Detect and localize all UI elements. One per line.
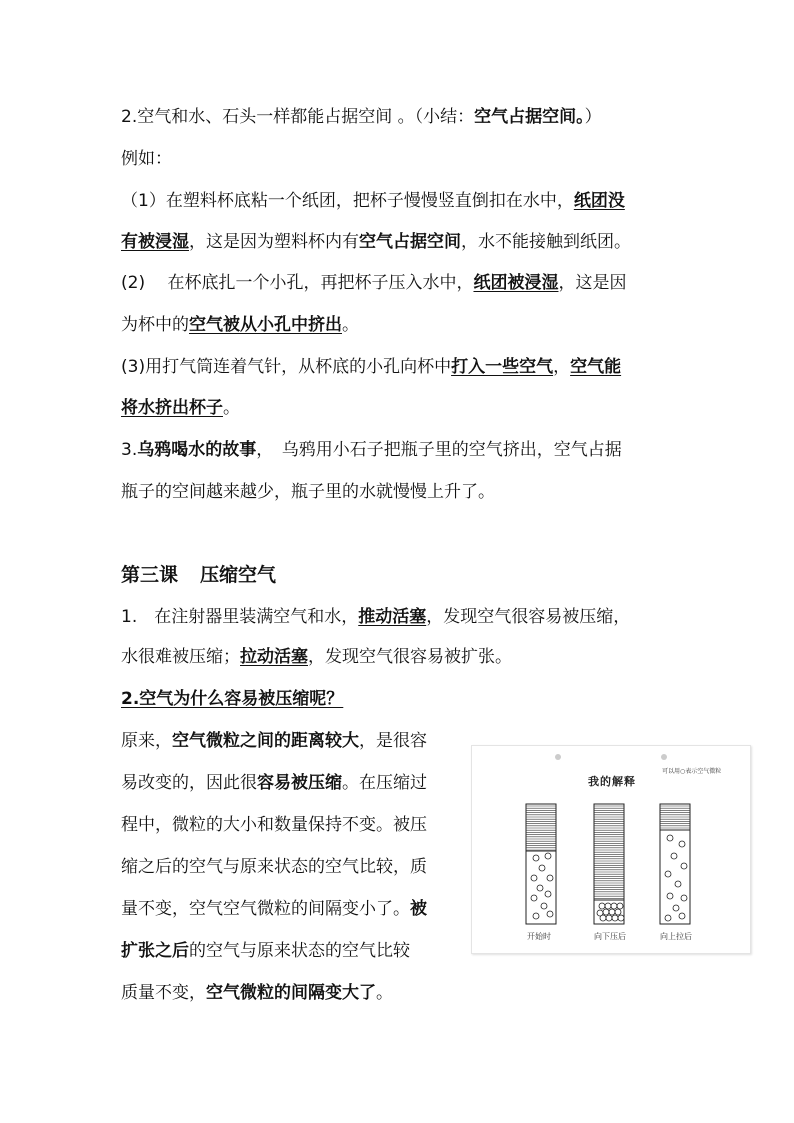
lesson3-p1-line2 [121,645,512,669]
text: ， 乌鸦用小石子把瓶子里的空气挤出，空气占据 [256,440,622,460]
bold-text: 被 [410,899,427,919]
text: 为杯中的 [121,315,189,335]
bold-text: 空气微粒之间的距离较大 [172,731,359,751]
tube-start [526,804,556,924]
point3-line1 [121,438,622,462]
underlined-bold: 拉动活塞 [240,647,308,667]
underlined-bold: 空气被从小孔中挤出 [189,315,342,335]
bold-text: 空气占据空间 [359,232,461,252]
text: ，发现空气很容易被扩张。 [308,647,512,667]
tube-pulled [660,804,690,924]
label-pull: 向上拉后 [660,932,692,941]
text: 的空气与原来状态的空气比较 [189,941,410,961]
answer-line7 [121,981,393,1005]
figure-title: 我的解释 [588,775,636,788]
example1-line2 [121,230,631,254]
tube-pushed [594,804,624,924]
lesson-name: 压缩空气 [200,564,277,586]
example3-line2 [121,396,240,420]
figure-note: 可以用○表示空气微粒 [662,768,722,775]
text: ，水不能接触到纸团。 [461,232,631,252]
underlined-bold: 空气能 [570,357,622,377]
summary-bold: 空气占据空间。 [474,107,585,127]
text: 瓶子的空间越来越少，瓶子里的水就慢慢上升了。 [121,482,495,502]
item-number: 3. [121,440,138,460]
text: 量不变，空气空气微粒的间隔变小了。 [121,899,410,919]
label-start: 开始时 [527,932,551,941]
text: ） [584,107,602,127]
text: 。 [342,315,359,335]
section2-line1 [121,105,602,129]
text: 。 [223,398,240,418]
example3-line1 [121,355,621,379]
text: 。在压缩过 [342,773,427,793]
example2-line1 [121,271,626,295]
answer-line3 [121,813,427,837]
text: (2) 在杯底扎一个小孔，再把杯子压入水中， [121,273,474,293]
text: 易改变的，因此很 [121,773,257,793]
pin-icon [555,754,561,760]
text: ，这是因 [558,273,627,293]
point3-line2 [121,480,495,504]
bold-text: 空气微粒的间隔变大了 [206,983,376,1003]
example1-line1 [121,189,625,213]
text: ，这是因为塑料杯内有 [189,232,359,252]
answer-line4 [121,855,427,879]
air-compression-illustration [471,745,751,954]
pin-icon [661,754,667,760]
text: ，是很容 [359,731,427,751]
lesson-number: 第三课 [121,564,179,586]
underlined-bold: 纸团没 [573,191,625,211]
question-heading: 2.空气为什么容易被压缩呢？ [121,689,344,709]
text: 1. 在注射器里装满空气和水， [121,607,359,627]
bold-text: 扩张之后 [121,941,189,961]
bold-text: 乌鸦喝水的故事 [137,440,257,460]
text: 水很难被压缩； [121,647,240,667]
underlined-bold: 打入一些空气 [451,357,554,377]
text: 缩之后的空气与原来状态的空气比较，质 [121,857,427,877]
item-number: 2. [121,107,138,127]
underlined-bold: 有被浸湿 [121,232,189,252]
answer-line6 [121,939,410,963]
answer-line2 [121,771,427,795]
text: 程中，微粒的大小和数量保持不变。被压 [121,815,427,835]
text: (3)用打气筒连着气针，从杯底的小孔向杯中 [121,357,452,377]
text: ， [553,357,571,377]
label-push: 向下压后 [594,932,626,941]
text: 。 [376,983,393,1003]
answer-line5 [121,897,427,921]
underlined-bold: 推动活塞 [358,607,427,627]
lesson3-question [121,687,343,711]
underlined-bold: 纸团被浸湿 [473,273,559,293]
lesson3-title [121,562,276,588]
bold-text: 容易被压缩 [257,773,342,793]
text: 空气和水、石头一样都能占据空间 。（小结： [137,107,475,127]
text: ，发现空气很容易被压缩， [426,607,631,627]
example2-line2 [121,313,359,337]
lesson3-p1-line1 [121,605,630,629]
example-label: 例如： [121,149,172,169]
underlined-bold: 将水挤出杯子 [121,398,223,418]
text: 质量不变， [121,983,206,1003]
text: （1）在塑料杯底粘一个纸团，把杯子慢慢竖直倒扣在水中， [121,191,574,211]
text: 原来， [121,731,172,751]
section2-line2 [121,147,172,171]
answer-line1 [121,729,427,753]
